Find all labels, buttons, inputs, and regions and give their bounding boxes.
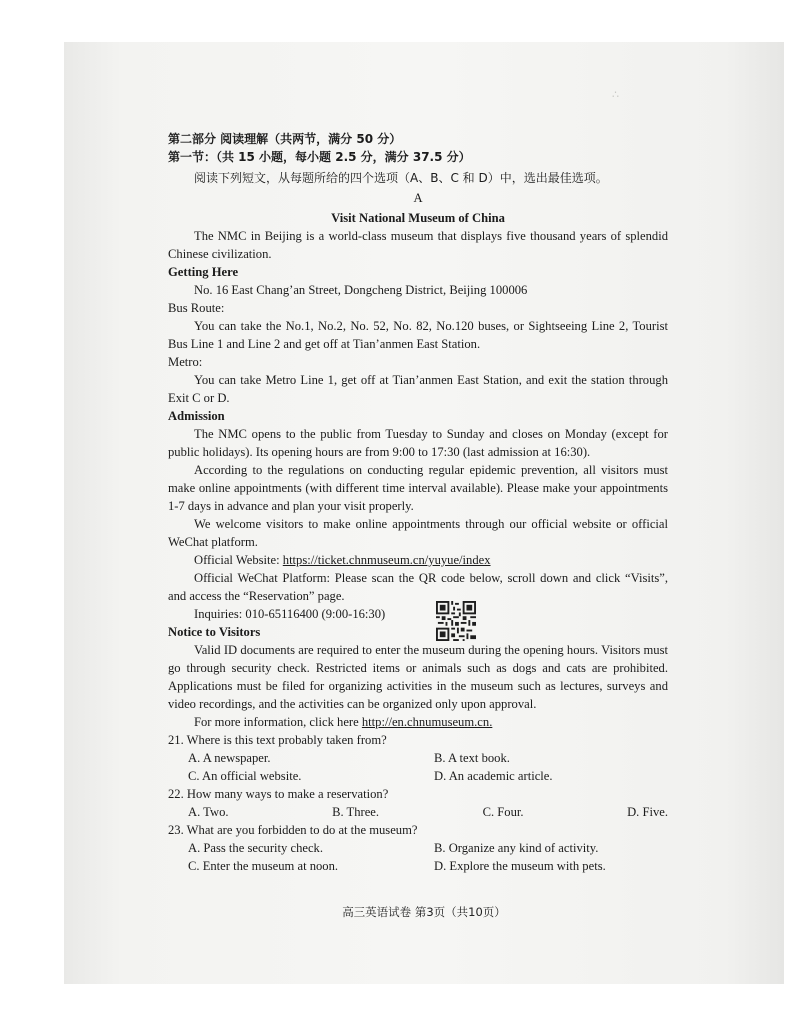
question-22-option-c[interactable]: C. Four.: [482, 805, 524, 819]
metro-label: Metro:: [168, 355, 203, 369]
question-22-options: [168, 803, 668, 821]
question-21-options: [168, 749, 668, 785]
exam-page: [64, 42, 784, 984]
getting-here-heading: Getting Here: [168, 265, 239, 279]
section-title: 第一节：（共 15 小题，每小题 2.5 分，满分 37.5 分）: [168, 150, 471, 164]
question-23-option-c[interactable]: C. Enter the museum at noon.: [188, 859, 339, 873]
official-website-label: Official Website:: [194, 553, 283, 567]
passage-title: Visit National Museum of China: [331, 211, 505, 225]
question-21-stem: 21. Where is this text probably taken from?: [168, 733, 387, 747]
question-23-stem: 23. What are you forbidden to do at the museum?: [168, 823, 418, 837]
inquiries-row: [168, 605, 668, 623]
question-22-option-b[interactable]: B. Three.: [332, 805, 380, 819]
question-21-option-b[interactable]: B. A text book.: [434, 751, 510, 765]
question-23-options: [168, 839, 668, 875]
more-info-line: [168, 713, 668, 731]
more-info-link[interactable]: http://en.chnumuseum.cn.: [361, 715, 493, 729]
passage-letter: A: [413, 191, 423, 205]
admission-paragraph-3: We welcome visitors to make online appointments through our official website or official WeChat platform.: [168, 517, 668, 549]
metro-text: You can take Metro Line 1, get off at Tian’anmen East Station, and exit the station through Exit C or D.: [168, 373, 668, 405]
admission-paragraph-2: According to the regulations on conducting regular epidemic prevention, all visitors must make online appointments (with different time interval available). Please make your appointments 1-7 days in advance and plan your visit properly.: [168, 463, 668, 513]
question-22-stem: 22. How many ways to make a reservation?: [168, 787, 389, 801]
qr-code-icon[interactable]: [436, 601, 476, 641]
question-23-option-a[interactable]: A. Pass the security check.: [188, 841, 323, 855]
part-title: 第二部分 阅读理解（共两节，满分 50 分）: [168, 132, 402, 146]
page-footer: 高三英语试卷 第3页（共10页）: [342, 905, 506, 919]
admission-paragraph-1: The NMC opens to the public from Tuesday to Sunday and closes on Monday (except for public holidays). Its opening hours are from 9:00 to 17:30 (last admission at 16:30).: [168, 427, 668, 459]
question-22-option-d[interactable]: D. Five.: [627, 805, 668, 819]
notice-heading: Notice to Visitors: [168, 625, 261, 639]
question-21-option-c[interactable]: C. An official website.: [188, 769, 302, 783]
question-23-option-b[interactable]: B. Organize any kind of activity.: [434, 841, 599, 855]
wechat-platform-text: Official WeChat Platform: Please scan the QR code below, scroll down and click “Visits”, and access the “Reservation” page.: [168, 571, 668, 603]
bus-route-text: You can take the No.1, No.2, No. 52, No. 82, No.120 buses, or Sightseeing Line 2, Tourist Bus Line 1 and Line 2 and get off at Tian’anmen East Station.: [168, 319, 668, 351]
official-website-link[interactable]: https://ticket.chnmuseum.cn/yuyue/index: [282, 553, 491, 567]
notice-paragraph: Valid ID documents are required to enter the museum during the opening hours. Visitors must go through security check. Restricted items or animals such as dogs and cats are prohibited. Applications must be filed for organizing activities in the museum such as lectures, surveys and video recordings, and the activities can be organized only upon approval.: [168, 643, 668, 711]
question-23-option-d[interactable]: D. Explore the museum with pets.: [434, 859, 606, 873]
page-content: [168, 130, 668, 875]
more-info-label: For more information, click here: [194, 715, 362, 729]
show-through-text: ∴: [612, 89, 619, 101]
official-website-line: [168, 551, 668, 569]
admission-heading: Admission: [168, 409, 225, 423]
question-21-option-a[interactable]: A. A newspaper.: [188, 751, 271, 765]
instruction: 阅读下列短文，从每题所给的四个选项（A、B、C 和 D）中，选出最佳选项。: [194, 171, 608, 185]
question-22-option-a[interactable]: A. Two.: [188, 805, 229, 819]
inquiries: Inquiries: 010-65116400 (9:00-16:30): [194, 607, 386, 621]
address: No. 16 East Chang’an Street, Dongcheng District, Beijing 100006: [194, 283, 528, 297]
question-21-option-d[interactable]: D. An academic article.: [434, 769, 553, 783]
intro-paragraph: The NMC in Beijing is a world-class museum that displays five thousand years of splendid Chinese civilization.: [168, 229, 668, 261]
bus-route-label: Bus Route:: [168, 301, 225, 315]
